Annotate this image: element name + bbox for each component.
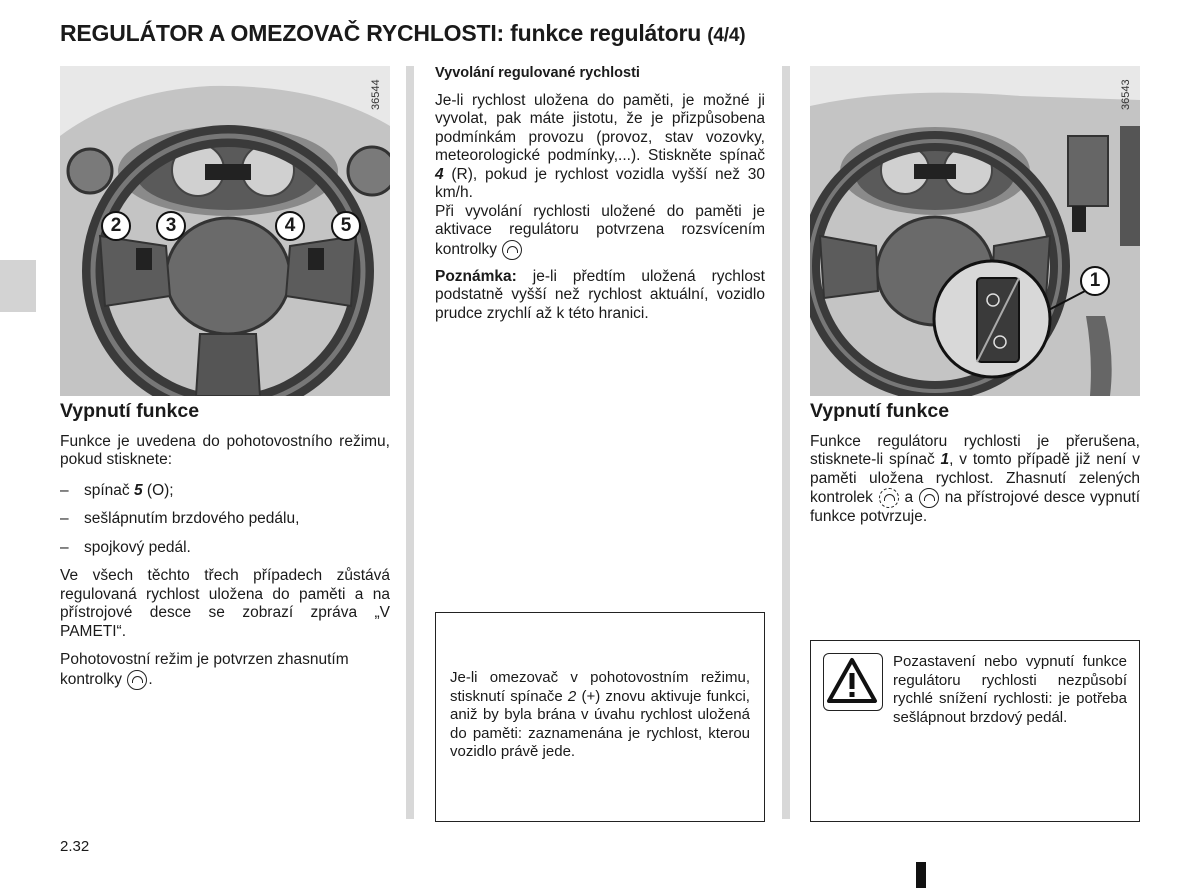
callout-2: 2 bbox=[101, 211, 131, 241]
section-heading: Vypnutí funkce bbox=[810, 400, 950, 422]
steering-wheel-switch-illustration bbox=[810, 66, 1140, 396]
page-number: 2.32 bbox=[60, 838, 90, 855]
warning-box bbox=[810, 640, 1140, 822]
page-title-main: REGULÁTOR A OMEZOVAČ RYCHLOSTI: funkce regulátoru bbox=[60, 20, 702, 46]
chapter-tab bbox=[0, 260, 36, 312]
cruise-lamp-active-icon bbox=[879, 488, 899, 508]
note: Poznámka: je-li předtím uložená rychlost podstatně vyšší než rychlost aktuální, vozidlo prudce zrychlí až k této hranici. bbox=[435, 267, 765, 322]
page-title bbox=[60, 20, 745, 47]
paragraph: Pohotovostní režim je potvrzen zhasnutím kontrolky . bbox=[60, 651, 349, 688]
paragraph: Při vyvolání rychlosti uložené do paměti je aktivace regulátoru potvrzena rozsvícením kontrolky bbox=[435, 202, 765, 258]
page-title-part: (4/4) bbox=[707, 25, 746, 46]
column-divider-right bbox=[782, 66, 790, 819]
paragraph: Je-li rychlost uložena do paměti, je možné ji vyvolat, pak máte jistotu, že je přizpůsobena podmínkám provozu (provoz, stav vozovky, meteorologické podmínky,...). Stiskněte spínač 4 (R), pokud je rychlost vozidla vyšší než 30 km/h. bbox=[435, 91, 765, 201]
warning-triangle-icon bbox=[823, 653, 883, 711]
page-marker bbox=[916, 862, 926, 888]
condition-list bbox=[60, 482, 390, 558]
right-column bbox=[810, 402, 1140, 537]
warning-triangle-shape bbox=[824, 654, 880, 708]
paragraph: Funkce je uvedena do pohotovostního režimu, pokud stisknete: bbox=[60, 432, 390, 468]
warning-text: Pozastavení nebo vypnutí funkce regulátoru rychlosti nezpůsobí rychlé snížení rychlosti: je potřeba sešlápnout brzdový pedál. bbox=[893, 653, 1127, 726]
callout-3: 3 bbox=[156, 211, 186, 241]
cruise-lamp-icon bbox=[919, 488, 939, 508]
figure-number: 36543 bbox=[1120, 79, 1132, 110]
callout-4: 4 bbox=[275, 211, 305, 241]
middle-column bbox=[435, 64, 765, 333]
cruise-lamp-icon bbox=[502, 240, 522, 260]
paragraph: Funkce regulátoru rychlosti je přerušena, stisknete-li spínač 1, v tomto případě již není v paměti uložena rychlost. Zhasnutí zelených kontrolek a na přístrojové desce vypnutí funkce potvrzuje. bbox=[810, 432, 1140, 525]
left-column bbox=[60, 402, 390, 700]
steering-wheel-switch-drawing bbox=[810, 66, 1140, 396]
figure-number: 36544 bbox=[370, 79, 382, 110]
list-item: – sešlápnutím brzdového pedálu, bbox=[60, 510, 390, 529]
info-box bbox=[435, 612, 765, 822]
list-item: – spínač 5 (O); bbox=[60, 482, 390, 501]
callout-1: 1 bbox=[1080, 266, 1110, 296]
section-heading: Vyvolání regulované rychlosti bbox=[435, 65, 640, 81]
callout-5: 5 bbox=[331, 211, 361, 241]
list-item: – spojkový pedál. bbox=[60, 539, 390, 558]
section-heading: Vypnutí funkce bbox=[60, 400, 200, 422]
info-text: Je-li omezovač v pohotovostním režimu, stisknutí spínače 2 (+) znovu aktivuje funkci, aniž by byla brána v úvahu rychlost uložená do paměti: zaznamenána je rychlost, kterou vozidlo právě jede. bbox=[450, 669, 750, 760]
steering-wheel-illustration bbox=[60, 66, 390, 396]
column-divider-left bbox=[406, 66, 414, 819]
cruise-lamp-icon bbox=[127, 670, 147, 690]
paragraph: Ve všech těchto třech případech zůstává regulovaná rychlost uložena do paměti a na přístrojové desce se zobrazí zpráva „V PAMETI“. bbox=[60, 567, 390, 640]
